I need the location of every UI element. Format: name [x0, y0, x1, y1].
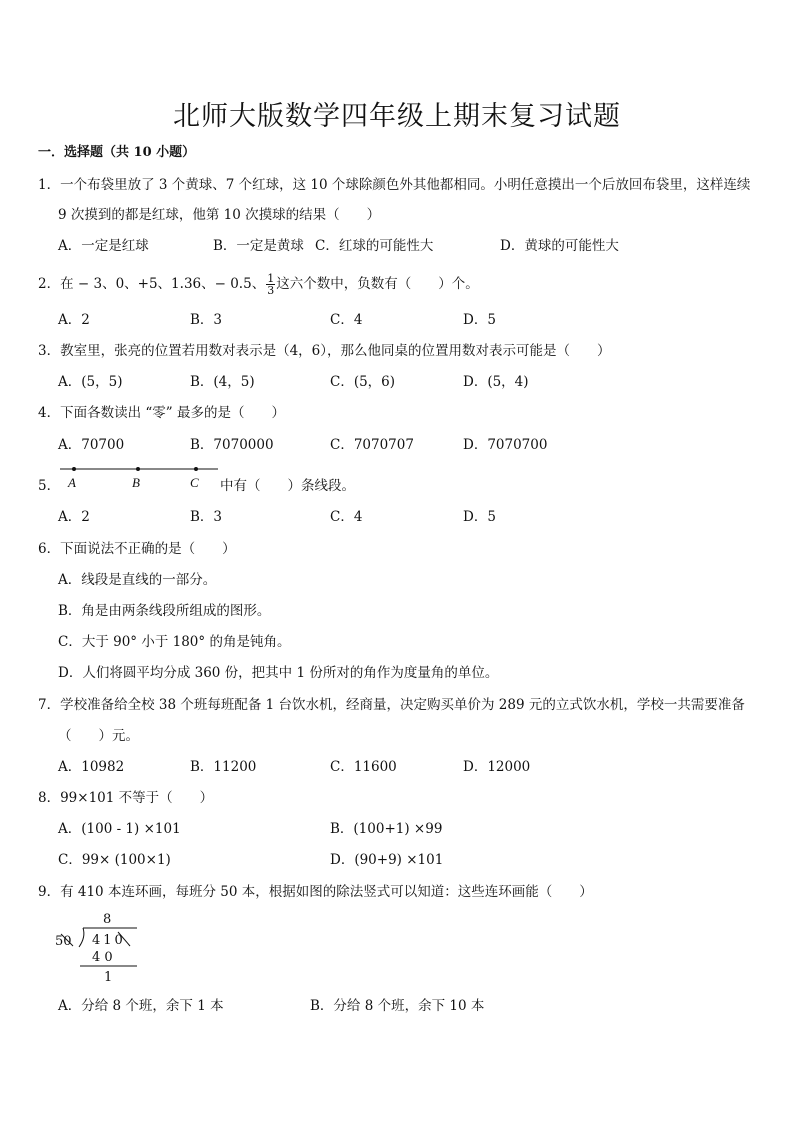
q1-option-a[interactable]: A．一定是红球 — [58, 238, 149, 254]
question-3: 3．教室里，张亮的位置若用数对表示是（4，6），那么他同桌的位置用数对表示可能是（ ） — [38, 343, 611, 359]
q7-option-a[interactable]: A．10982 — [58, 759, 125, 775]
q5-option-d[interactable]: D．5 — [463, 509, 496, 525]
division-bracket — [79, 928, 84, 947]
fraction-numerator: 1 — [267, 272, 275, 285]
question-2 — [38, 273, 479, 296]
q5-option-c[interactable]: C．4 — [330, 509, 363, 525]
q4-option-a[interactable]: A．70700 — [58, 437, 125, 453]
question-7-line-1: 7．学校准备给全校 38 个班每班配备 1 台饮水机，经商量，决定购买单价为 289 元的立式饮水机，学校一共需要准备 — [38, 697, 745, 713]
dividend-zero: 0 — [114, 933, 126, 948]
q3-option-c[interactable]: C．(5，6) — [330, 374, 396, 390]
q4-option-d[interactable]: D．7070700 — [463, 437, 548, 453]
q7-option-d[interactable]: D．12000 — [463, 759, 531, 775]
point-b-dot — [136, 467, 140, 471]
division-quotient: 8 — [103, 912, 112, 927]
question-1-line-1: 1．一个布袋里放了 3 个黄球、7 个红球，这 10 个球除颜色外其他都相同。小明任意摸出一个后放回布袋里，这样连续 — [38, 177, 751, 193]
question-7-line-2: （ ）元。 — [58, 728, 139, 744]
page-title: 北师大版数学四年级上期末复习试题 — [173, 101, 621, 132]
point-a-dot — [72, 467, 76, 471]
q6-option-c[interactable]: C．大于 90° 小于 180° 的角是钝角。 — [58, 634, 291, 650]
question-1-line-2: 9 次摸到的都是红球，他第 10 次摸球的结果（ ） — [58, 207, 381, 223]
q5-option-a[interactable]: A．2 — [58, 509, 90, 525]
division-remainder: 1 — [104, 970, 113, 985]
q6-option-d[interactable]: D．人们将圆平均分成 360 份，把其中 1 份所对的角作为度量角的单位。 — [58, 665, 499, 681]
q6-option-b[interactable]: B．角是由两条线段所组成的图形。 — [58, 603, 271, 619]
question-8: 8．99×101 不等于（ ） — [38, 790, 214, 806]
q3-option-d[interactable]: D．(5，4) — [463, 374, 529, 390]
q5-option-b[interactable]: B．3 — [190, 509, 223, 525]
q9-option-a[interactable]: A．分给 8 个班，余下 1 本 — [58, 998, 224, 1014]
q3-option-b[interactable]: B．(4，5) — [190, 374, 255, 390]
point-b-label: B — [132, 475, 140, 490]
q8-option-d[interactable]: D．(90+9) ×101 — [330, 852, 444, 868]
q1-option-c[interactable]: C．红球的可能性大 — [315, 238, 434, 254]
q2-option-b[interactable]: B．3 — [190, 312, 223, 328]
q2-option-d[interactable]: D．5 — [463, 312, 496, 328]
q1-option-d[interactable]: D．黄球的可能性大 — [500, 238, 619, 254]
q6-option-a[interactable]: A．线段是直线的一部分。 — [58, 572, 217, 588]
question-5-number: 5． — [38, 478, 61, 494]
q8-option-a[interactable]: A．(100 - 1) ×101 — [58, 821, 181, 837]
question-5-text: 中有（ ）条线段。 — [220, 478, 355, 494]
dividend-digits: 41 — [92, 933, 115, 948]
q7-option-b[interactable]: B．11200 — [190, 759, 257, 775]
question-2-text-post: 这六个数中，负数有（ ）个。 — [276, 276, 479, 292]
section-heading: 一．选择题（共 10 小题） — [38, 145, 196, 160]
q3-option-a[interactable]: A．(5，5) — [58, 374, 123, 390]
q4-option-b[interactable]: B．7070000 — [190, 437, 274, 453]
q4-option-c[interactable]: C．7070707 — [330, 437, 414, 453]
division-dividend — [92, 934, 126, 947]
divisor-digit: 5 — [55, 934, 64, 949]
question-2-text-pre: 2．在 − 3、0、+5、1.36、− 0.5、 — [38, 276, 266, 292]
question-6: 6．下面说法不正确的是（ ） — [38, 541, 236, 557]
question-4: 4．下面各数读出 “零” 最多的是（ ） — [38, 405, 285, 421]
division-divisor — [55, 935, 72, 948]
point-c-dot — [194, 467, 198, 471]
q8-option-b[interactable]: B．(100+1) ×99 — [330, 821, 443, 837]
division-product: 4 0 — [92, 950, 113, 965]
q7-option-c[interactable]: C．11600 — [330, 759, 397, 775]
point-c-label: C — [190, 475, 199, 490]
q1-option-b[interactable]: B．一定是黄球 — [213, 238, 304, 254]
q8-option-c[interactable]: C．99× (100×1) — [58, 852, 171, 868]
q9-option-b[interactable]: B．分给 8 个班，余下 10 本 — [310, 998, 485, 1014]
fraction-denominator: 3 — [267, 284, 275, 297]
question-9: 9．有 410 本连环画，每班分 50 本，根据如图的除法竖式可以知道：这些连环画能（ ） — [38, 884, 593, 900]
q2-option-c[interactable]: C．4 — [330, 312, 363, 328]
divisor-zero: 0 — [63, 934, 72, 949]
point-a-label: A — [68, 475, 76, 490]
fraction-one-third — [266, 273, 275, 296]
q2-option-a[interactable]: A．2 — [58, 312, 90, 328]
